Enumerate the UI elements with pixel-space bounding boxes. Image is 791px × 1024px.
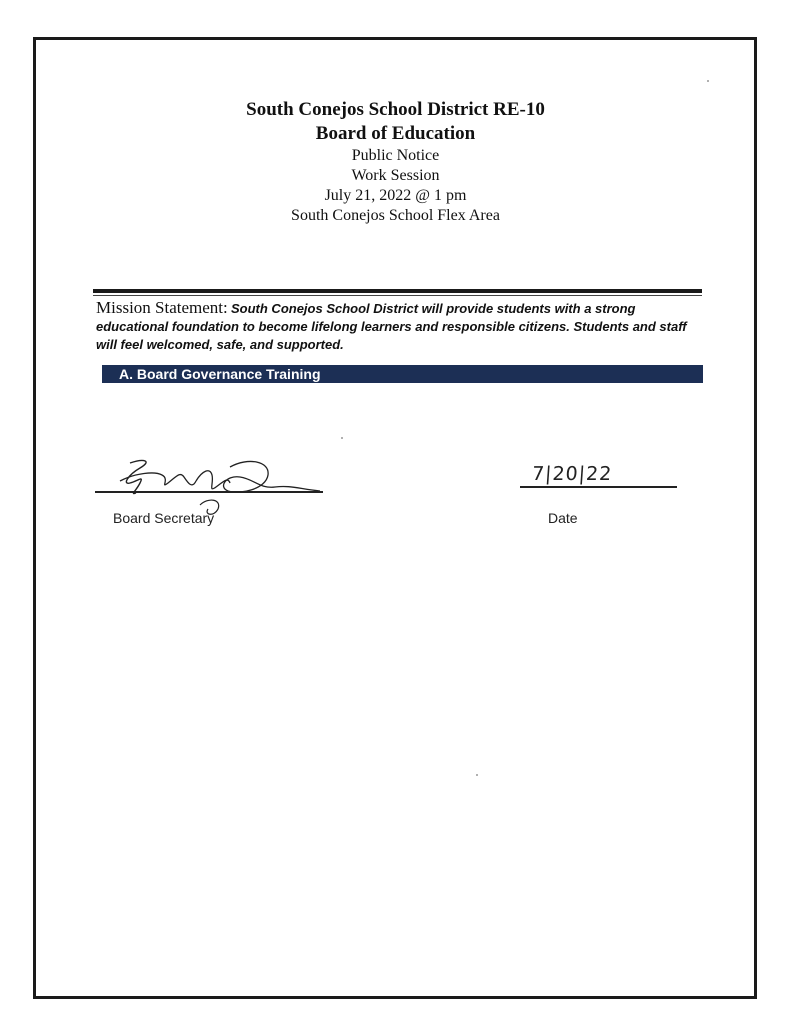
agenda-item-label: A. Board Governance Training xyxy=(119,366,321,382)
notice-header xyxy=(0,98,791,226)
divider-thick xyxy=(93,289,702,293)
district-name: South Conejos School District RE-10 xyxy=(246,99,545,120)
session-type: Work Session xyxy=(351,167,440,184)
scan-speck xyxy=(476,774,478,776)
agenda-item-bar xyxy=(102,365,703,383)
mission-statement xyxy=(96,299,706,354)
board-name: Board of Education xyxy=(315,123,476,144)
scan-speck xyxy=(707,80,709,82)
date-label: Date xyxy=(548,510,578,526)
public-notice: Public Notice xyxy=(351,147,440,164)
scan-speck xyxy=(341,437,343,439)
date-line xyxy=(520,486,677,488)
meeting-location: South Conejos School Flex Area xyxy=(291,207,500,224)
mission-label: Mission Statement: xyxy=(96,298,228,317)
mission-text: South Conejos School District will provide students with a strong educational foundation to become lifelong learners and responsible citizens. Students and staff will feel welcomed, safe, and supported. xyxy=(96,301,687,352)
signature-role-label: Board Secretary xyxy=(113,510,215,526)
meeting-datetime: July 21, 2022 @ 1 pm xyxy=(324,187,467,204)
signature-line xyxy=(95,491,323,493)
handwritten-date: 7|20|22 xyxy=(531,463,614,485)
divider-thin xyxy=(93,295,702,296)
